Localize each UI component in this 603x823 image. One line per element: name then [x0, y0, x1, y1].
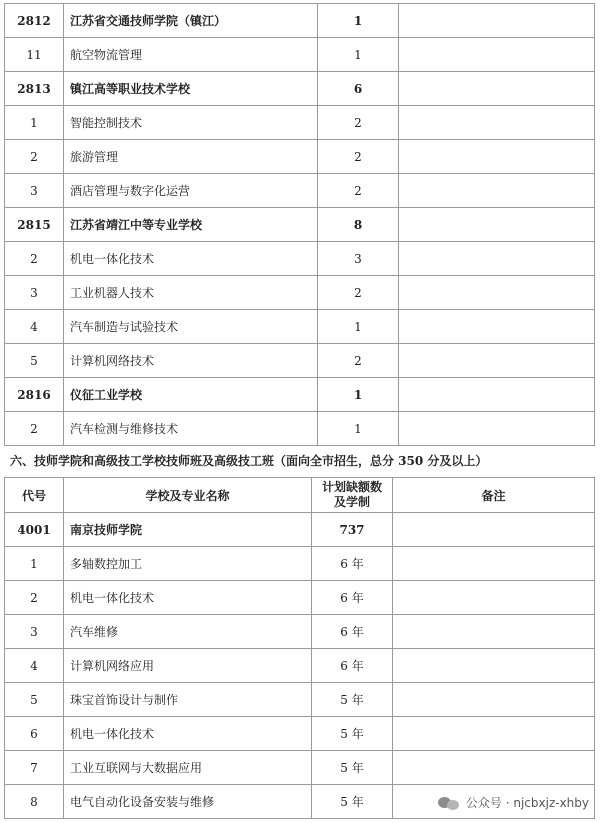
cell-name: 多轴数控加工: [64, 547, 312, 581]
cell-plan: 1: [318, 310, 399, 344]
table-row: [5, 38, 595, 72]
cell-note: [399, 310, 595, 344]
cell-note: [399, 242, 595, 276]
cell-note: [399, 344, 595, 378]
cell-note: [393, 547, 595, 581]
cell-name: 旅游管理: [64, 140, 318, 174]
cell-name: 汽车制造与试验技术: [64, 310, 318, 344]
table-row: [5, 344, 595, 378]
wechat-icon: [438, 796, 460, 810]
cell-name: 机电一体化技术: [64, 242, 318, 276]
cell-name: 江苏省交通技师学院（镇江）: [64, 4, 318, 38]
table-row: [5, 751, 595, 785]
cell-note: [393, 615, 595, 649]
cell-plan: 6 年: [312, 615, 393, 649]
cell-code: 2812: [5, 4, 64, 38]
cell-plan: 5 年: [312, 785, 393, 819]
cell-code: 11: [5, 38, 64, 72]
table-header-row: [5, 478, 595, 513]
cell-name: 酒店管理与数字化运营: [64, 174, 318, 208]
cell-plan: 3: [318, 242, 399, 276]
cell-code: 4001: [5, 513, 64, 547]
header-name: 学校及专业名称: [64, 478, 312, 513]
cell-name: 机电一体化技术: [64, 581, 312, 615]
cell-note: [399, 38, 595, 72]
table-row: [5, 581, 595, 615]
cell-plan: 6 年: [312, 547, 393, 581]
watermark-label: 公众号 · njcbxjz-xhby: [465, 796, 589, 810]
cell-name: 计算机网络技术: [64, 344, 318, 378]
table-row: [5, 208, 595, 242]
table-row: [5, 276, 595, 310]
table-row: [5, 72, 595, 106]
cell-code: 2813: [5, 72, 64, 106]
cell-note: [399, 4, 595, 38]
cell-plan: 6 年: [312, 649, 393, 683]
cell-plan: 6: [318, 72, 399, 106]
cell-name: 汽车检测与维修技术: [64, 412, 318, 446]
cell-code: 2816: [5, 378, 64, 412]
cell-name: 工业互联网与大数据应用: [64, 751, 312, 785]
cell-note: [393, 717, 595, 751]
table-row: [5, 513, 595, 547]
cell-note: [399, 412, 595, 446]
table-row: [5, 174, 595, 208]
cell-plan: 737: [312, 513, 393, 547]
cell-note: [393, 513, 595, 547]
cell-code: 2: [5, 581, 64, 615]
cell-name: 珠宝首饰设计与制作: [64, 683, 312, 717]
table-row: [5, 547, 595, 581]
cell-note: [393, 649, 595, 683]
cell-code: 2: [5, 412, 64, 446]
cell-note: [399, 106, 595, 140]
cell-name: 工业机器人技术: [64, 276, 318, 310]
cell-code: 2815: [5, 208, 64, 242]
cell-code: 2: [5, 140, 64, 174]
header-plan: [312, 478, 393, 513]
cell-plan: 1: [318, 412, 399, 446]
cell-plan: 8: [318, 208, 399, 242]
cell-code: 3: [5, 174, 64, 208]
enrollment-table-bottom: [4, 477, 595, 819]
watermark: [438, 794, 589, 811]
cell-name: 航空物流管理: [64, 38, 318, 72]
cell-plan: 1: [318, 4, 399, 38]
cell-note: [399, 378, 595, 412]
table-row: [5, 242, 595, 276]
table-row: [5, 683, 595, 717]
cell-plan: 2: [318, 140, 399, 174]
table-row: [5, 717, 595, 751]
cell-plan: 6 年: [312, 581, 393, 615]
cell-note: [393, 683, 595, 717]
cell-plan: 5 年: [312, 683, 393, 717]
cell-code: 3: [5, 276, 64, 310]
cell-code: 6: [5, 717, 64, 751]
cell-name: 电气自动化设备安装与维修: [64, 785, 312, 819]
cell-code: 2: [5, 242, 64, 276]
cell-note: [399, 140, 595, 174]
table-row: [5, 4, 595, 38]
section-title: 六、技师学院和高级技工学校技师班及高级技工班（面向全市招生，总分 350 分及以上）: [10, 454, 488, 468]
cell-code: 7: [5, 751, 64, 785]
cell-note: [393, 751, 595, 785]
cell-plan: 5 年: [312, 751, 393, 785]
cell-code: 1: [5, 547, 64, 581]
header-note: 备注: [393, 478, 595, 513]
table-row: [5, 649, 595, 683]
table-row: [5, 378, 595, 412]
cell-plan: 2: [318, 106, 399, 140]
cell-plan: 5 年: [312, 717, 393, 751]
cell-name: 镇江高等职业技术学校: [64, 72, 318, 106]
header-plan-line2: 及学制: [333, 495, 370, 509]
cell-name: 智能控制技术: [64, 106, 318, 140]
header-code: 代号: [5, 478, 64, 513]
cell-name: 计算机网络应用: [64, 649, 312, 683]
cell-name: 江苏省靖江中等专业学校: [64, 208, 318, 242]
cell-code: 4: [5, 649, 64, 683]
cell-code: 1: [5, 106, 64, 140]
cell-name: 机电一体化技术: [64, 717, 312, 751]
table-row: [5, 615, 595, 649]
table-row: [5, 310, 595, 344]
cell-plan: 1: [318, 378, 399, 412]
cell-name: 南京技师学院: [64, 513, 312, 547]
cell-name: 汽车维修: [64, 615, 312, 649]
cell-plan: 2: [318, 344, 399, 378]
cell-plan: 2: [318, 276, 399, 310]
table-row: [5, 140, 595, 174]
table-row: [5, 106, 595, 140]
header-plan-line1: 计划缺额数: [321, 480, 382, 494]
cell-code: 5: [5, 683, 64, 717]
cell-plan: 2: [318, 174, 399, 208]
cell-name: 仪征工业学校: [64, 378, 318, 412]
cell-note: [399, 72, 595, 106]
cell-code: 5: [5, 344, 64, 378]
cell-code: 3: [5, 615, 64, 649]
cell-note: [399, 208, 595, 242]
cell-code: 8: [5, 785, 64, 819]
enrollment-table-top: [4, 3, 595, 446]
table-row: [5, 412, 595, 446]
cell-note: [393, 581, 595, 615]
cell-note: [399, 174, 595, 208]
cell-plan: 1: [318, 38, 399, 72]
cell-code: 4: [5, 310, 64, 344]
cell-note: [399, 276, 595, 310]
